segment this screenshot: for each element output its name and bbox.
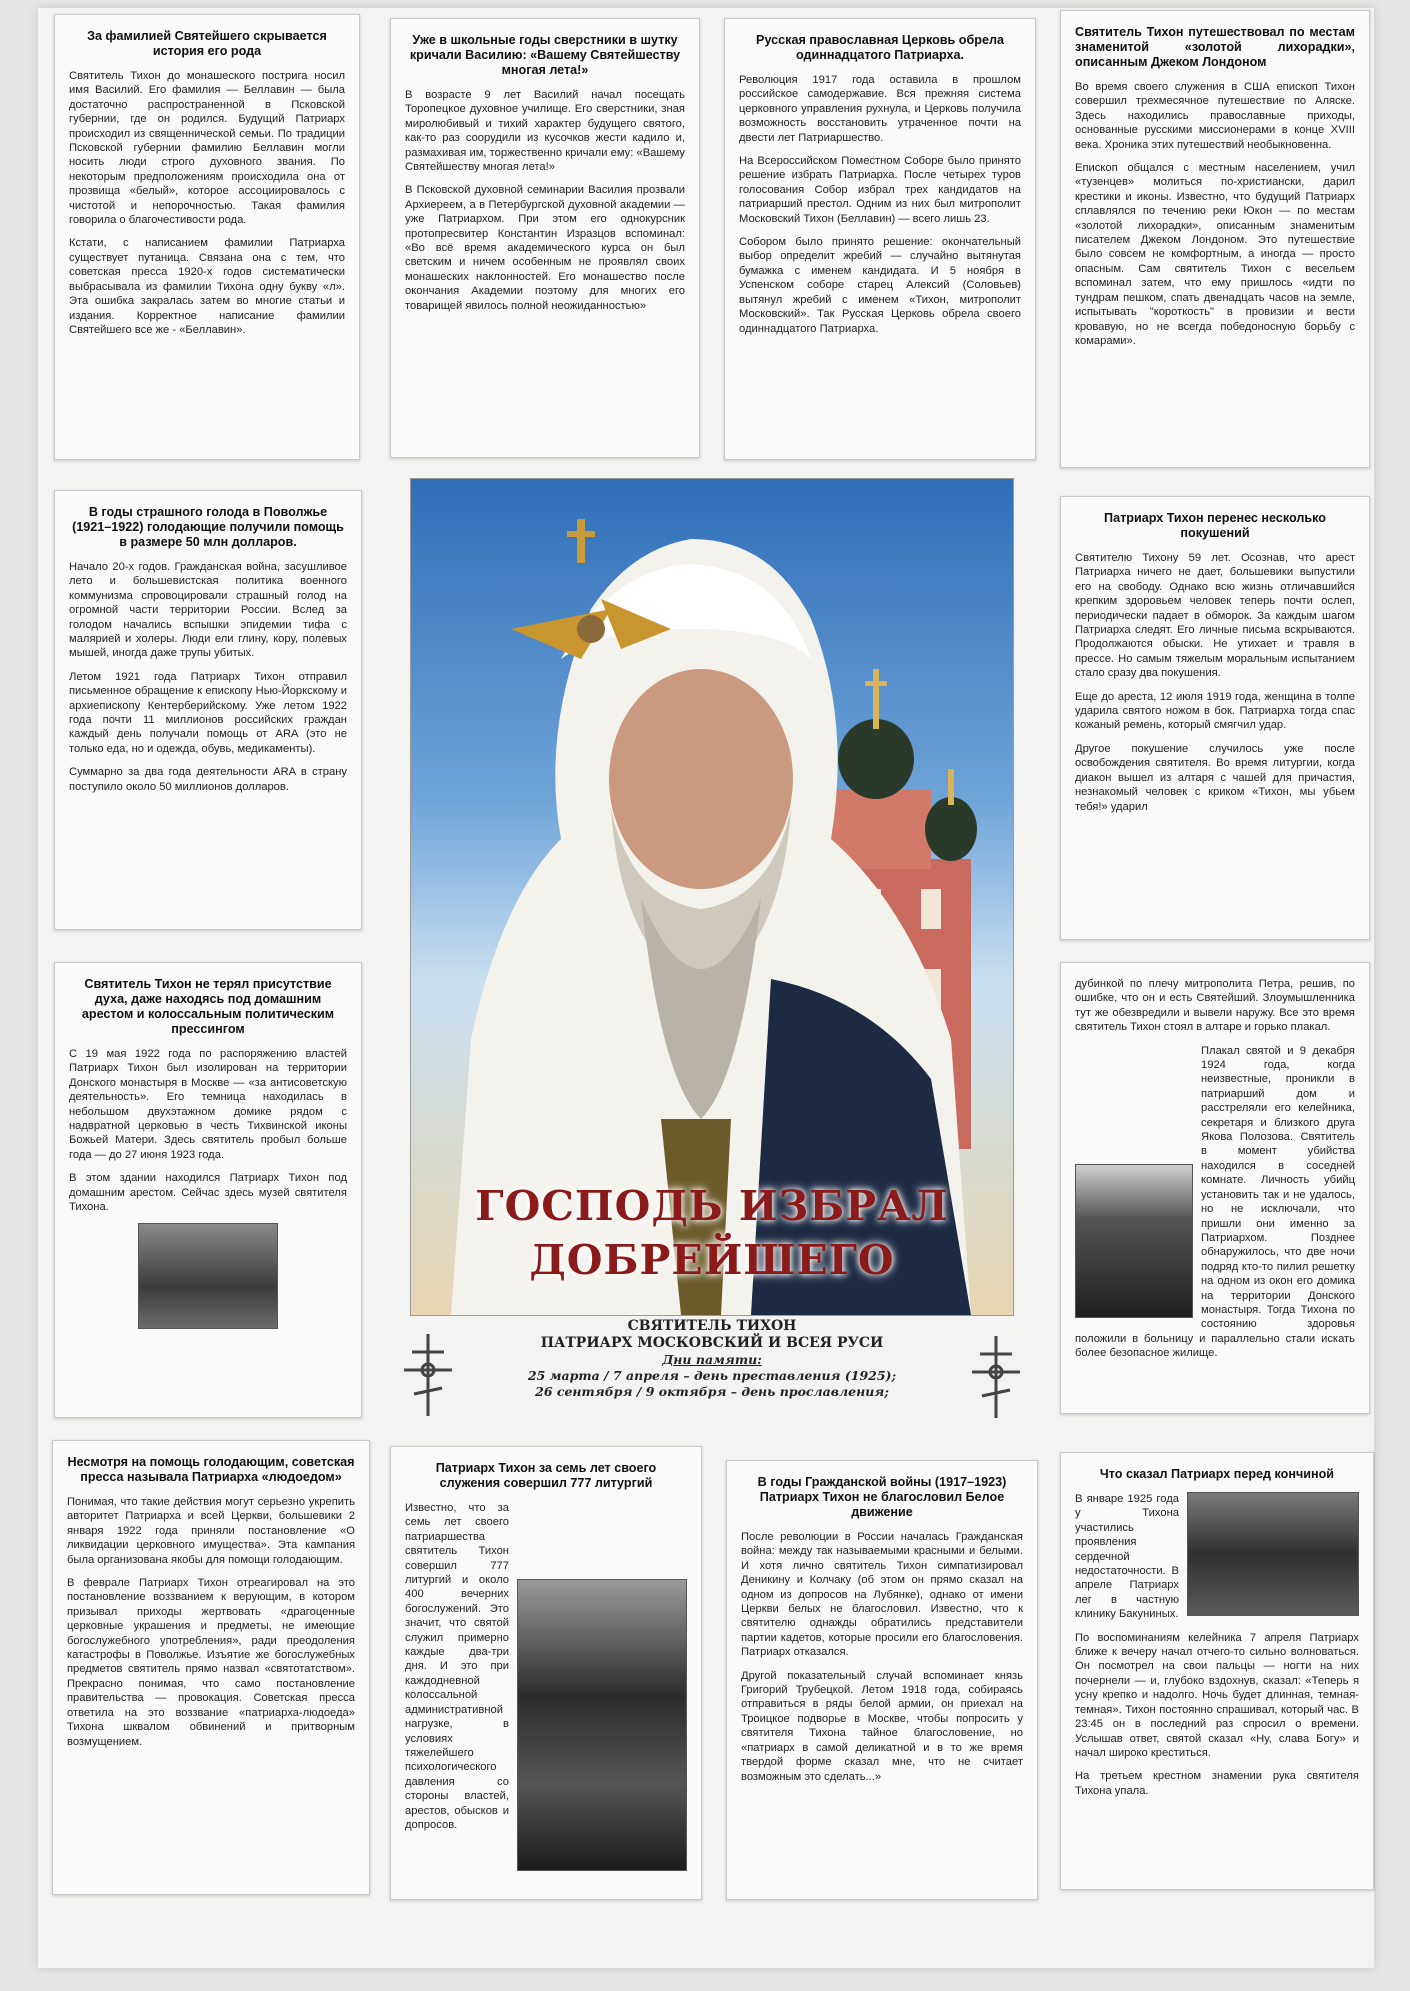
article-title: Уже в школьные годы сверстники в шутку кричали Василию: «Вашему Святейшеству многая лета!» [409,33,681,77]
article-title: Святитель Тихон путешествовал по местам знаменитой «золотой лихорадки», описанным Джеком Лондоном [1075,25,1355,69]
article-paragraph: Во время своего служения в США епископ Тихон совершил трехмесячное путешествие по Аляске. Здесь находились православные приходы, основанные русскими миссионерами в конце XVIII века. Хроника этих путешествий необыкновенна. [1075,81,1355,151]
article-paragraph: В январе 1925 года у Тихона участились проявления сердечной недостаточности. В апреле Патриарх лег в частную клинику Бакуниных. [1075,1493,1179,1621]
article-title: За фамилией Святейшего скрывается история его рода [87,29,327,58]
patriarch-liturgy-photo [517,1579,687,1871]
article-paragraph: Епископ общался с местным населением, учил «тузенцев» молиться по-христиански, дарил крестики и иконы. Известно, что будущий Патриарх сплавлялся по течению реки Юкон — по местам «золотой лихорадки», описанным знаменитым писателем Джеком Лондоном. Это путешествие было совсем не комфортным, а иногда — просто опасным. Сам святитель Тихон с весельем вспоминал затем, что ему пришлось «идти по тундрам пешком, спать двенадцать часов на земле, испытывать "короткость" в провизии и вести кровавую, но не всегда победоносную борьбу с комарами». [1075,162,1355,347]
poster-caption [386,1318,1038,1422]
caption-date: 25 марта / 7 апреля – день преставления (1925); [527,1368,897,1383]
article-paragraph: С 19 мая 1922 года по распоряжению властей Патриарх Тихон был изолирован на территории Донского монастыря в Москве — «за антисоветскую деятельность». Его темница находилась в небольшом двухэтажном домике рядом с надвратной церковью в честь Тихвинской иконы Божьей Матери. Здесь святитель пробыл больше года — до 27 июня 1923 года. [69,1048,347,1161]
article-civil-war [726,1460,1038,1900]
article-house-arrest [54,962,362,1418]
museum-building-photo [138,1223,278,1329]
caption-date: 26 сентября / 9 октября – день прославления; [535,1384,889,1399]
article-paragraph: Известно, что за семь лет своего патриаршества святитель Тихон совершил 777 литургий и около 400 вечерних богослужений. Это значит, что святой служил примерно каждые два-три дня. И это при каждодневной колоссальной административной нагрузке, в условиях тяжелейшего психологического давления со стороны властей, арестов, обысков и допросов. [405,1502,509,1831]
poster-title-line: ГОСПОДЬ ИЗБРАЛ [475,1182,949,1230]
article-paragraph: Суммарно за два года деятельности ARA в страну поступило около 50 миллионов долларов. [69,766,347,793]
article-paragraph: Кстати, с написанием фамилии Патриарха существует путаница. Связана она с тем, что советская пресса 1920-х годов систематически выбрасывала из фамилии Тихона одну букву «л». Эта ошибка закралась затем во многие статьи и издания. Корректное написание фамилии Святейшего все же - «Беллавин». [69,237,345,336]
poster-title-line: ДОБРЕЙШЕГО [529,1236,895,1284]
funeral-photo [1187,1492,1359,1616]
article-paragraph: Еще до ареста, 12 июля 1919 года, женщина в толпе ударила святого ножом в бок. Патриарха тогда спас кожаный ремень, который смягчил удар. [1075,690,1355,732]
article-paragraph: По воспоминаниям келейника 7 апреля Патриарх ближе к вечеру начал отчего-то сильно волноваться. Он посмотрел на свои пальцы — ногти на них почернели — и, глубоко вздохнув, сказал: «Теперь я усну крепко и надолго. Ночь будет длинная, темная-темная». Тихон постоянно спрашивал, который час. В 23:45 он в последний раз спросил о времени. Услышав ответ, святой сказал «Ну, слава Богу» и начал широко креститься. [1075,1631,1359,1759]
article-title: Что сказал Патриарх перед кончиной [1099,1467,1335,1481]
article-attempts [1060,496,1370,940]
article-paragraph: Понимая, что такие действия могут серьезно укрепить авторитет Патриарха и всей Церкви, большевики 2 января 1922 года приняли постановление «О ликвидации церковного имущества». Эта кампания была организована якобы для помощи голодающим. [67,1496,355,1566]
article-paragraph: Другое покушение случилось уже после освобождения святителя. Во время литургии, когда диакон вышел из алтаря с чашей для причастия, незнакомый человек с криком «Тихон, мы убьем тебя!» ударил [1075,742,1355,813]
article-paragraph: После революции в России началась Гражданская война: между так называемыми красными и белыми. И хотя лично святитель Тихон симпатизировал Деникину и Колчаку (об этом он прямо сказал на одном из допросов на Лубянке), однако от имени Церкви белых не благословил. Известно, что к святителю однажды обратились представители партии кадетов, которые просили его благословения. Патриарх отказался. [741,1531,1023,1659]
article-title: В годы Гражданской войны (1917–1923) Патриарх Тихон не благословил Белое движение [757,1475,1007,1519]
article-cannibal [52,1440,370,1895]
article-paragraph: дубинкой по плечу митрополита Петра, решив, по ошибке, что он и есть Святейший. Злоумышленника тут же обезвредили и вывели наружу. Все это время святитель Тихон стоял в алтаре и горько плакал. [1075,978,1355,1034]
article-famine [54,490,362,930]
article-paragraph: В феврале Патриарх Тихон отреагировал на это постановление воззванием к верующим, в котором призывал приходы жертвовать «драгоценные церковные украшения и предметы, не имеющие богослужебного употребления», ради преодоления катастрофы в Поволжье. Изъятие же богослужебных предметов святитель прямо назвал «святотатством». Прекрасно понимая, что само постановление правительства — провокация. Советская пресса ответила на это воззвание «патриарха-людоеда» Тихона шквалом обвинений и притворным возмущением. [67,1577,355,1748]
article-patriarch-elected [724,18,1036,460]
article-paragraph: Собором было принято решение: окончательный выбор определит жребий — случайно вытянутая бумажка с именем кандидата. И 5 ноября в Успенском соборе старец Алексий (Соловьев) вытянул жребий с именем «Тихон, митрополит Московский». Так Русская Церковь обрела своего одиннадцатого Патриарха. [739,236,1021,335]
patriarch-portrait-photo [1075,1164,1193,1318]
article-title: Русская православная Церковь обрела одиннадцатого Патриарха. [756,33,1004,62]
article-title: Патриарх Тихон за семь лет своего служения совершил 777 литургий [435,1461,657,1490]
article-paragraph: Плакал святой и 9 декабря 1924 года, когда неизвестные, проникли в патриарший дом и расстреляли его келейника, секретаря и близкого друга Якова Полозова. Святитель в момент убийства находился в соседней комнате. Личность убийц установить так и не удалось, но не исключали, что пришли они именно за Патриархом. Позднее обнаружилось, что две ночи подряд кто-то пилил решетку на одном из окон его домика на территории Донского монастыря. Тогда Тихона по состоянию здоровья положили в больницу и параллельно стали искать более безопасное жилище. [1075,1044,1355,1360]
article-paragraph: Святитель Тихон до монашеского пострига носил имя Василий. Его фамилия — Беллавин — была достаточно распространенной в Псковской губернии, где он родился. Будущий Патриарх происходил из священнической семьи. По традиции Псковской губернии фамилию Беллавин могли носить люди строго духовного звания. По некоторым предположениям происходила она от прозвища «белый», которое ассоциировалось с чистотой и непорочностью. Такая фамилия говорила о благочестивости рода. [69,70,345,227]
article-last-words [1060,1452,1374,1890]
caption-memory-days: Дни памяти: [662,1352,762,1367]
article-paragraph: В этом здании находился Патриарх Тихон под домашним арестом. Сейчас здесь музей святителя Тихона. [69,1172,347,1214]
article-paragraph: На Всероссийском Поместном Соборе было принято решение избрать Патриарха. После четырех туров голосования Собор избрал трех кандидатов на патриарший престол. Одним из них был митрополит Московский Тихон (Беллавин) — всего лишь 23. [739,155,1021,225]
article-paragraph: Начало 20-х годов. Гражданская война, засушливое лето и большевистская политика военного коммунизма спровоцировали страшный голод на огромной части территории России. Вслед за голодом начались вспышки эпидемии тифа с малярией и холеры. Люди ели глину, кору, полевых мышей, иногда даже трупы убитых. [69,561,347,660]
article-title: В годы страшного голода в Поволжье (1921–1922) голодающие получили помощь в размере 50 млн долларов. [72,505,344,549]
article-attempts-continued [1060,962,1370,1414]
article-alaska [1060,10,1370,468]
article-paragraph: Летом 1921 года Патриарх Тихон отправил письменное обращение к епископу Нью-Йоркскому и архиепископу Кентерберийскому. Уже летом 1922 года почти 11 миллионов российских граждан каждый день получали помощь от ARA (это не только еда, но и одежда, обувь, медикаменты). [69,670,347,755]
article-paragraph: Святителю Тихону 59 лет. Осознав, что арест Патриарха ничего не дает, большевики выпустили его на свободу. Однако всю жизнь отличавшийся крепким здоровьем человек теперь почти ослеп, периодически падает в обморок. За каждым шагом Патриарха следят. Его личные письма вскрываются. Продолжаются обыски. Не утихает и травля в прессе. Но самым тяжелым моральным испытанием стало сразу два покушения. [1075,552,1355,680]
article-paragraph: На третьем крестном знамении рука святителя Тихона упала. [1075,1770,1359,1797]
article-title: Святитель Тихон не терял присутствие духа, даже находясь под домашним арестом и колоссальным политическим прессингом [81,977,335,1036]
article-liturgies [390,1446,702,1900]
article-paragraph: Революция 1917 года оставила в прошлом российское самодержавие. Вся прежняя система церковного управления рухнула, и Церковь получила возможность восстановить утраченное почти на двести лет Патриаршество. [739,74,1021,144]
article-paragraph: Другой показательный случай вспоминает князь Григорий Трубецкой. Летом 1918 года, собираясь отправиться в ряды белой армии, он приехал на Троицкое подворье в Москве, чтобы попросить у святителя Тихона тайное благословение, но «патриарх в самой деликатной и в то же время твердой форме сказал мне, что не считает возможным это сделать...» [741,1669,1023,1783]
article-paragraph: В возрасте 9 лет Василий начал посещать Торопецкое духовное училище. Его сверстники, зная миролюбивый и тихий характер будущего святого, как-то раз соорудили из кусочков жести кадило и, размахивая им, торжественно кричали ему: «Вашему Святейшеству многая лета!» [405,89,685,174]
article-title: Патриарх Тихон перенес несколько покушений [1104,511,1326,540]
article-school [390,18,700,458]
article-paragraph: В Псковской духовной семинарии Василия прозвали Архиереем, а в Петербургской духовной академии — уже Патриархом. При этом его однокурсник протопресвитер Константин Изразцов вспоминал: «Во всё время академического курса он был светским и ничем особенным не проявлял своих монашеских наклонностей. Его монашество после окончания Академии поэтому для многих его товарищей явилось полной неожиданностью» [405,184,685,312]
poster-title [411,1179,1013,1287]
caption-patriarch: ПАТРИАРХ МОСКОВСКИЙ И ВСЕЯ РУСИ [540,1335,884,1351]
article-title: Несмотря на помощь голодающим, советская пресса называла Патриарха «людоедом» [67,1455,355,1484]
icon-poster [410,478,1014,1316]
article-family [54,14,360,460]
caption-saint: СВЯТИТЕЛЬ ТИХОН [627,1318,797,1334]
